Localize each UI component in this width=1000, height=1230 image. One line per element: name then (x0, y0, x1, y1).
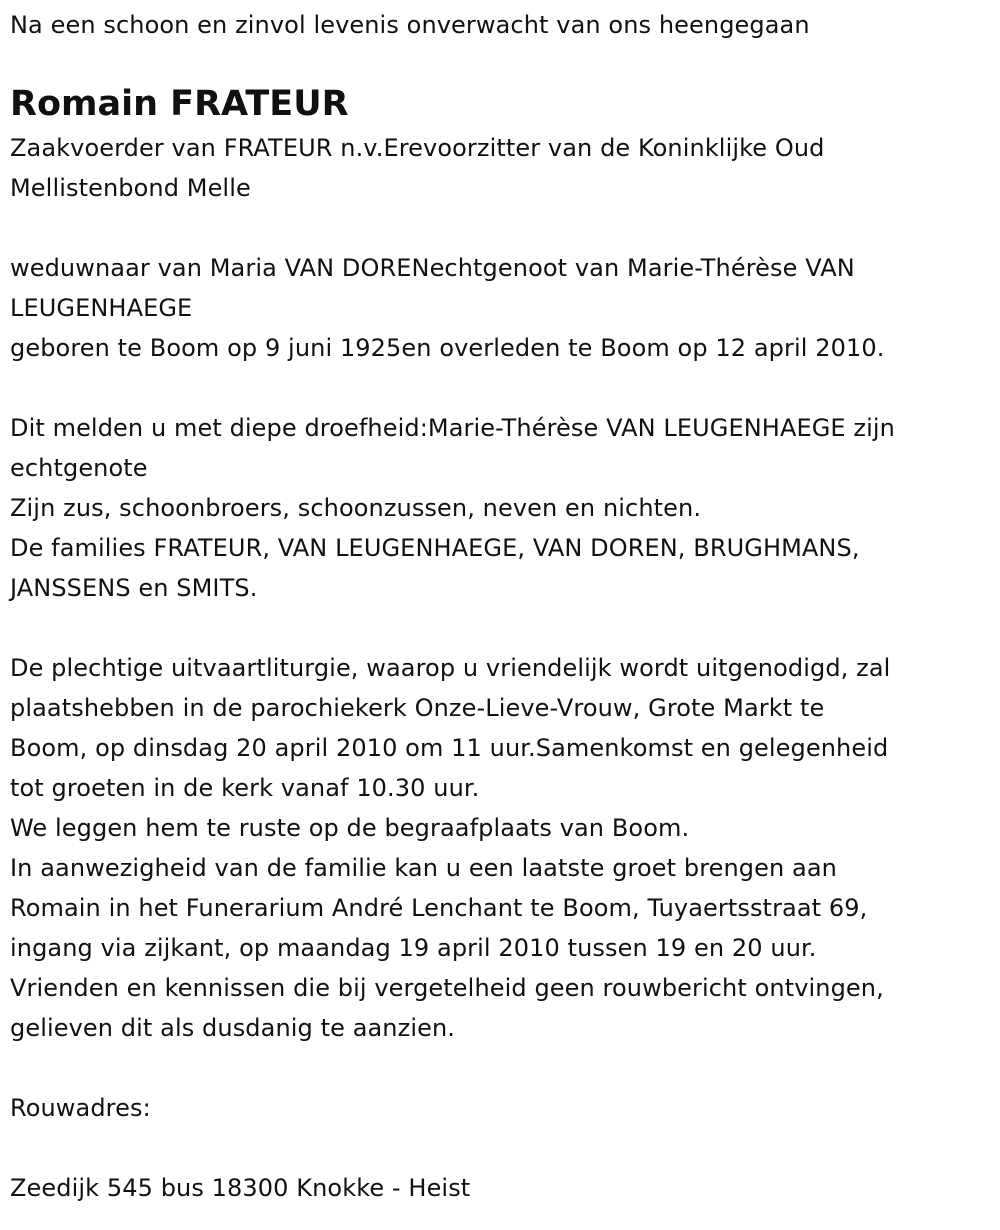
ceremony-line: gelieven dit als dusdanig te aanzien. (10, 1014, 455, 1042)
mourning-address: Zeedijk 545 bus 18300 Knokke - Heist (10, 1174, 471, 1202)
ceremony-line: ingang via zijkant, op maandag 19 april 2010 tussen 19 en 20 uur. (10, 934, 817, 962)
ceremony-line: We leggen hem te ruste op de begraafplaats van Boom. (10, 814, 690, 842)
ceremony-block (10, 648, 995, 1048)
ceremony-line: In aanwezigheid van de familie kan u een laatste groet brengen aan (10, 854, 837, 882)
ceremony-line: tot groeten in de kerk vanaf 10.30 uur. (10, 774, 480, 802)
ceremony-line: Romain in het Funerarium André Lenchant te Boom, Tuyaertsstraat 69, (10, 894, 868, 922)
announcement-line: Dit melden u met diepe droefheid:Marie-Thérèse VAN LEUGENHAEGE zijn (10, 414, 895, 442)
family-line: weduwnaar van Maria VAN DORENechtgenoot van Marie-Thérèse VAN (10, 254, 855, 282)
family-line: LEUGENHAEGE (10, 294, 193, 322)
announcement-line: De families FRATEUR, VAN LEUGENHAEGE, VAN DOREN, BRUGHMANS, (10, 534, 860, 562)
deceased-name: Romain FRATEUR (10, 84, 349, 124)
obituary-notice (10, 0, 995, 1208)
spacer (10, 208, 995, 248)
announcement-line: echtgenote (10, 454, 148, 482)
announcement-block (10, 408, 995, 608)
announcement-line: JANSSENS en SMITS. (10, 574, 258, 602)
spacer (10, 368, 995, 408)
ceremony-line: plaatshebben in de parochiekerk Onze-Lieve-Vrouw, Grote Markt te (10, 694, 825, 722)
ceremony-line: Vrienden en kennissen die bij vergetelheid geen rouwbericht ontvingen, (10, 974, 884, 1002)
spacer (10, 1128, 995, 1168)
spacer (10, 608, 995, 648)
intro-text: Na een schoon en zinvol levenis onverwacht van ons heengegaan (10, 11, 810, 39)
ceremony-line: De plechtige uitvaartliturgie, waarop u vriendelijk wordt uitgenodigd, zal (10, 654, 891, 682)
birth-death-line: geboren te Boom op 9 juni 1925en overleden te Boom op 12 april 2010. (10, 334, 885, 362)
role-block (10, 128, 995, 208)
role-line: Mellistenbond Melle (10, 174, 251, 202)
role-line: Zaakvoerder van FRATEUR n.v.Erevoorzitter van de Koninklijke Oud (10, 134, 825, 162)
announcement-line: Zijn zus, schoonbroers, schoonzussen, neven en nichten. (10, 494, 702, 522)
ceremony-line: Boom, op dinsdag 20 april 2010 om 11 uur.Samenkomst en gelegenheid (10, 734, 889, 762)
family-block (10, 248, 995, 368)
spacer (10, 1048, 995, 1088)
address-label: Rouwadres: (10, 1094, 151, 1122)
